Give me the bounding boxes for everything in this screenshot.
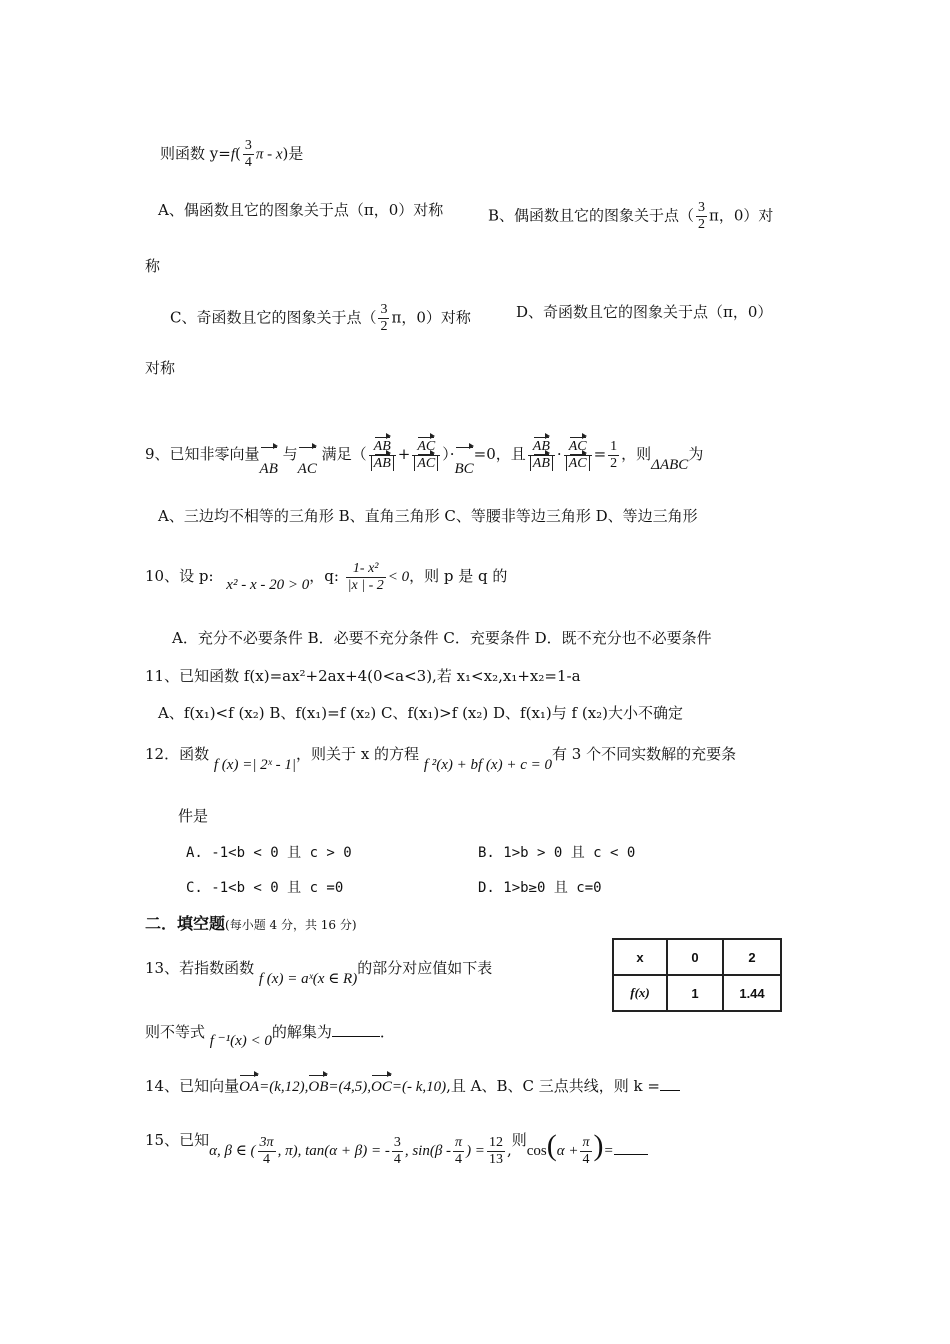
- section-fill-blank-title: 二．填空题(每小题 4 分，共 16 分): [145, 914, 357, 933]
- table-row: [613, 939, 781, 975]
- q15-frac-12-13: $\frac{12}{13}$: [488, 1134, 503, 1167]
- vector-oc: OC: [371, 1079, 392, 1095]
- value-table: [612, 938, 782, 1012]
- q13-stem: 13、若指数函数 f (x) = aˣ(x ∈ R)的部分对应值如下表: [145, 959, 493, 987]
- q15-frac-pi-4: $\frac{\pi}{4}$: [455, 1134, 463, 1167]
- q8-lead: 则函数 y=: [160, 144, 231, 163]
- q8-optC: C、奇函数且它的图象关于点（ $\frac{3}{2}$ π，0）对称: [170, 302, 471, 334]
- q12-equation: f ²(x) + bf (x) + c = 0: [423, 757, 552, 773]
- table-row: [613, 975, 781, 1011]
- vector-ac: AC: [298, 449, 317, 489]
- answer-blank[interactable]: [660, 1090, 680, 1091]
- table-cell: x: [613, 939, 667, 975]
- q8-coef-frac: $\frac{3}{4}$: [244, 138, 252, 170]
- table-cell: 1: [667, 975, 723, 1011]
- q12-optB: B. 1>b > 0 且 c < 0: [478, 845, 636, 861]
- unit-ab-frac: $\frac{AB}{AB}$: [369, 439, 396, 472]
- q12-func: f (x) =| 2ˣ - 1|: [213, 757, 297, 773]
- q9-stem: 9、已知非零向量AB 与AC 满足（ $\frac{AB}{AB}$ + $\frac{AC}{AC}$ ）·BC=0，且 $\frac{AB}{AB}$ · $\frac{AC}{AC}$ = $\frac{1}{2}$ ，则ΔABC为: [145, 434, 703, 475]
- q12-optD: D. 1>b≥0 且 c=0: [478, 880, 602, 896]
- q8-optB-wrap: 称: [145, 257, 161, 275]
- q15-frac-pi-4-b: $\frac{\pi}{4}$: [582, 1134, 590, 1167]
- vector-bc: BC: [455, 449, 474, 489]
- q8-optD-wrap: 对称: [145, 359, 176, 377]
- vector-ab: AB: [260, 449, 278, 489]
- table-cell: 1.44: [723, 975, 781, 1011]
- q-fraction: $\frac{\text{1- x²}}{|x | - 2}$: [347, 560, 384, 593]
- q8-optA: A、偶函数且它的图象关于点（π，0）对称: [158, 201, 444, 219]
- vector-ob: OB: [308, 1079, 329, 1095]
- vector-oa: OA: [239, 1079, 260, 1095]
- triangle-abc: ΔABC: [651, 457, 689, 473]
- unit-ac-frac-2: $\frac{AC}{AC}$: [564, 439, 592, 472]
- q12-optA: A. -1<b < 0 且 c > 0: [186, 845, 352, 861]
- q8-func: f: [230, 146, 235, 163]
- q12-optC: C. -1<b < 0 且 c =0: [186, 880, 344, 896]
- q13-func: f (x) = aˣ(x ∈ R): [258, 971, 358, 987]
- answer-blank[interactable]: [614, 1154, 648, 1155]
- q11-options: A、f(x₁)<f (x₂) B、f(x₁)=f (x₂) C、f(x₁)>f (x₂) D、f(x₁)与 f (x₂)大小不确定: [158, 704, 684, 722]
- p-expression: x² - x - 20 > 0: [226, 577, 310, 593]
- q8-optD: D、奇函数且它的图象关于点（π，0）: [516, 303, 773, 321]
- q11-stem: 11、已知函数 f(x)=ax²+2ax+4(0<a<3),若 x₁<x₂,x₁+x₂=1-a: [145, 667, 581, 685]
- q15-frac-3-4: $\frac{3}{4}$: [393, 1134, 401, 1167]
- q14-stem: 14、已知向量OA=(k,12),OB=(4,5),OC=(- k,10),且 A、B、C 三点共线，则 k =: [145, 1076, 680, 1097]
- q8-optB-frac: $\frac{3}{2}$: [698, 200, 706, 232]
- unit-ab-frac-2: $\frac{AB}{AB}$: [528, 439, 555, 472]
- unit-ac-frac: $\frac{AC}{AC}$: [412, 439, 440, 472]
- q10-stem: 10、设 p: x² - x - 20 > 0，q: $\frac{\text{1- x²}}{|x | - 2}$ < 0，则 p 是 q 的: [145, 560, 508, 593]
- answer-blank[interactable]: [332, 1036, 380, 1037]
- q13-inequality: f ⁻¹(x) < 0: [209, 1033, 272, 1049]
- q15-stem: 15、已知α, β ∈ ( $\frac{3\pi}{4}$ , π), tan(α + β) = - $\frac{3}{4}$ , sin(β - $\frac{\pi}{4}$ ) = $\frac{12}{13}$ ,则cos(α + $\frac{\pi}{4}$ )=: [145, 1124, 648, 1173]
- q8-stem: 则函数 y=f( $\frac{3}{4}$ π - x)是: [160, 138, 304, 170]
- q8-optC-frac: $\frac{3}{2}$: [380, 302, 388, 334]
- table-cell: 2: [723, 939, 781, 975]
- half-frac: $\frac{1}{2}$: [610, 438, 618, 471]
- q8-coef-tail: π - x: [255, 146, 283, 163]
- section-note: (每小题 4 分，共 16 分): [225, 918, 357, 932]
- table-cell: f(x): [613, 975, 667, 1011]
- q15-frac-3pi-4: $\frac{3\pi}{4}$: [259, 1134, 274, 1167]
- q12-stem: 12．函数 f (x) =| 2ˣ - 1|，则关于 x 的方程 f ²(x) + bf (x) + c = 0有 3 个不同实数解的充要条: [145, 745, 737, 773]
- q13-line2: 则不等式 f ⁻¹(x) < 0的解集为 ．: [145, 1023, 395, 1049]
- q9-options: A、三边均不相等的三角形 B、直角三角形 C、等腰非等边三角形 D、等边三角形: [158, 507, 698, 525]
- q10-options: A．充分不必要条件 B．必要不充分条件 C．充要条件 D．既不充分也不必要条件: [172, 629, 712, 647]
- q8-optB: B、偶函数且它的图象关于点（ $\frac{3}{2}$ π，0）对: [488, 200, 774, 232]
- q8-lead-end: )是: [282, 144, 304, 163]
- q12-wrap: 件是: [178, 807, 209, 825]
- table-cell: 0: [667, 939, 723, 975]
